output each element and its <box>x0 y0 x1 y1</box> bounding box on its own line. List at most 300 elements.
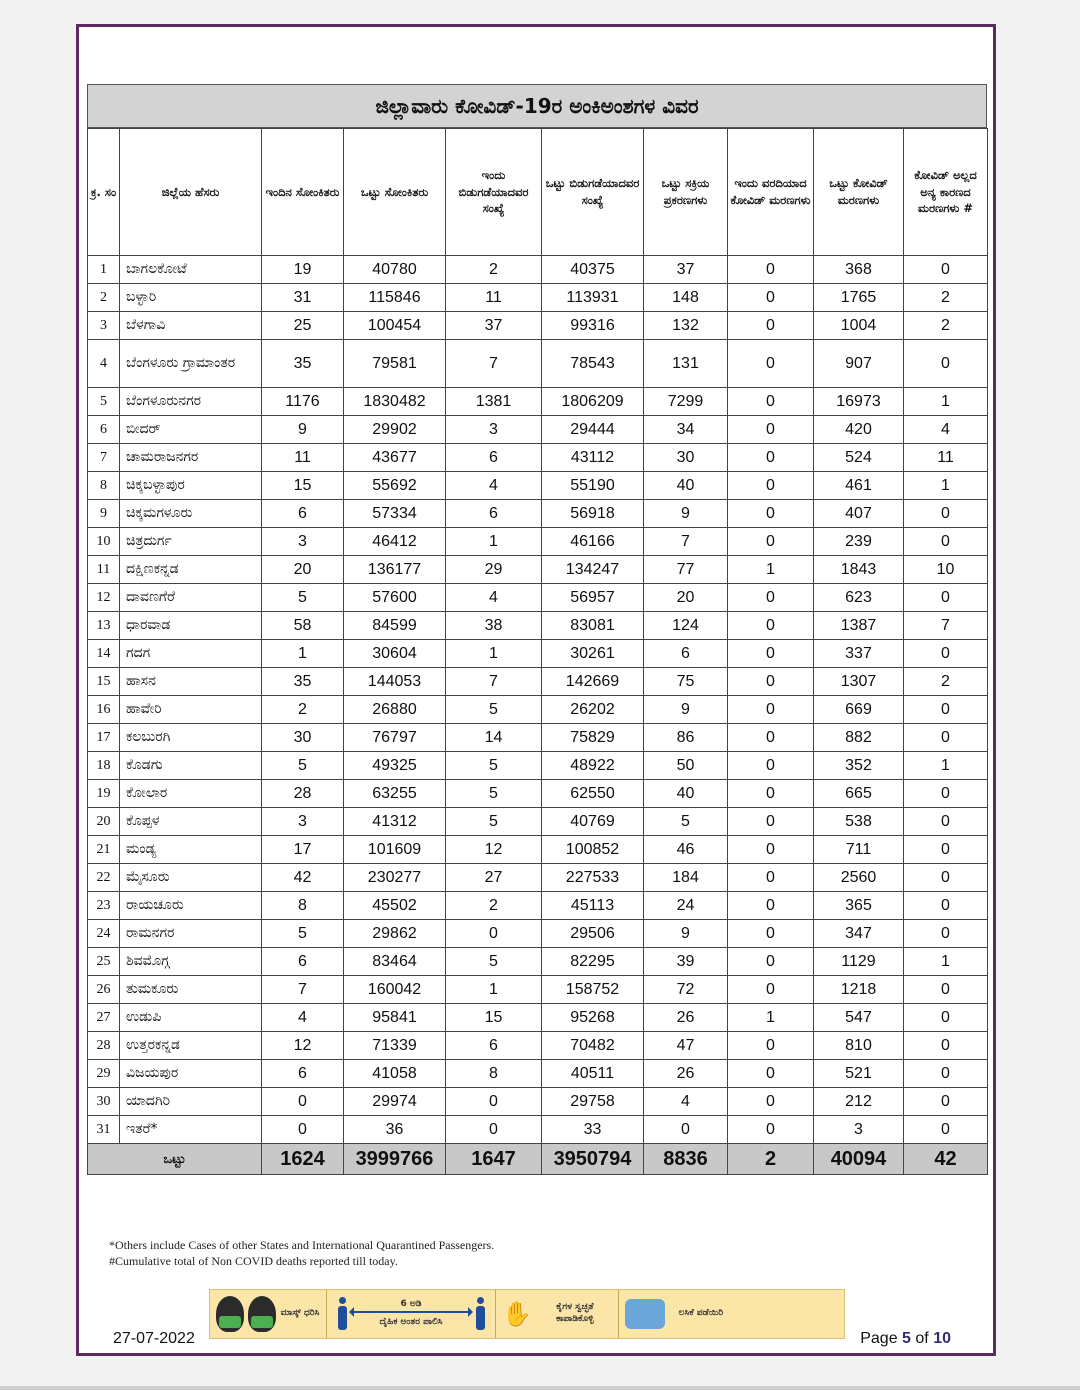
header-active: ಒಟ್ಟು ಸಕ್ರಿಯ ಪ್ರಕರಣಗಳು <box>644 129 728 256</box>
row-total-deaths: 407 <box>814 500 904 528</box>
row-today-deaths: 0 <box>728 1060 814 1088</box>
row-active: 4 <box>644 1088 728 1116</box>
row-total-deaths: 239 <box>814 528 904 556</box>
row-district: ಬಳ್ಳಾರಿ <box>120 284 262 312</box>
row-today-positive: 2 <box>262 696 344 724</box>
row-active: 7 <box>644 528 728 556</box>
row-total-deaths: 538 <box>814 808 904 836</box>
table-row <box>88 864 988 892</box>
row-today-discharged: 7 <box>446 340 542 388</box>
total-today-deaths: 2 <box>728 1144 814 1175</box>
row-total-discharged: 46166 <box>542 528 644 556</box>
row-today-deaths: 0 <box>728 920 814 948</box>
row-total-positive: 230277 <box>344 864 446 892</box>
row-non-covid-deaths: 2 <box>904 312 988 340</box>
row-today-positive: 8 <box>262 892 344 920</box>
page-prefix: Page <box>860 1330 898 1347</box>
row-non-covid-deaths: 0 <box>904 920 988 948</box>
table-row <box>88 668 988 696</box>
table-row <box>88 388 988 416</box>
row-today-positive: 30 <box>262 724 344 752</box>
row-active: 20 <box>644 584 728 612</box>
row-today-discharged: 2 <box>446 256 542 284</box>
row-today-positive: 19 <box>262 256 344 284</box>
row-total-deaths: 461 <box>814 472 904 500</box>
row-today-deaths: 0 <box>728 724 814 752</box>
row-non-covid-deaths: 0 <box>904 1032 988 1060</box>
row-today-discharged: 15 <box>446 1004 542 1032</box>
row-active: 26 <box>644 1004 728 1032</box>
row-today-positive: 5 <box>262 920 344 948</box>
row-non-covid-deaths: 0 <box>904 340 988 388</box>
banner-hands-section <box>496 1290 619 1338</box>
row-today-discharged: 2 <box>446 892 542 920</box>
row-today-deaths: 0 <box>728 1116 814 1144</box>
row-sl: 23 <box>88 892 120 920</box>
row-active: 24 <box>644 892 728 920</box>
row-total-discharged: 29758 <box>542 1088 644 1116</box>
row-total-discharged: 45113 <box>542 892 644 920</box>
row-district: ಗದಗ <box>120 640 262 668</box>
row-non-covid-deaths: 0 <box>904 808 988 836</box>
row-district: ಬೆಂಗಳೂರು ಗ್ರಾಮಾಂತರ <box>120 340 262 388</box>
row-today-deaths: 0 <box>728 528 814 556</box>
row-district: ಚಾಮರಾಜನಗರ <box>120 444 262 472</box>
header-non-covid-deaths: ಕೋವಿಡ್ ಅಲ್ಲದ ಅನ್ಯ ಕಾರಣದ ಮರಣಗಳು # <box>904 129 988 256</box>
total-total-discharged: 3950794 <box>542 1144 644 1175</box>
row-today-positive: 6 <box>262 500 344 528</box>
row-today-positive: 3 <box>262 808 344 836</box>
row-today-deaths: 0 <box>728 388 814 416</box>
vaccination-icon <box>625 1299 665 1329</box>
page-of: of <box>915 1330 929 1347</box>
row-active: 86 <box>644 724 728 752</box>
row-total-discharged: 78543 <box>542 340 644 388</box>
banner-distance-section <box>327 1290 496 1338</box>
row-district: ಬೀದರ್ <box>120 416 262 444</box>
masked-face-icon <box>216 1296 244 1332</box>
row-sl: 27 <box>88 1004 120 1032</box>
row-sl: 12 <box>88 584 120 612</box>
row-total-discharged: 134247 <box>542 556 644 584</box>
row-total-deaths: 524 <box>814 444 904 472</box>
row-district: ಉಡುಪಿ <box>120 1004 262 1032</box>
table-row <box>88 836 988 864</box>
row-total-discharged: 82295 <box>542 948 644 976</box>
row-sl: 21 <box>88 836 120 864</box>
person-icon <box>337 1297 347 1331</box>
row-today-deaths: 0 <box>728 416 814 444</box>
row-total-positive: 101609 <box>344 836 446 864</box>
row-non-covid-deaths: 0 <box>904 1004 988 1032</box>
row-total-discharged: 83081 <box>542 612 644 640</box>
footnotes <box>109 1237 494 1269</box>
row-active: 37 <box>644 256 728 284</box>
row-today-positive: 6 <box>262 1060 344 1088</box>
row-total-discharged: 95268 <box>542 1004 644 1032</box>
row-today-positive: 9 <box>262 416 344 444</box>
row-sl: 11 <box>88 556 120 584</box>
row-total-positive: 41058 <box>344 1060 446 1088</box>
row-total-positive: 115846 <box>344 284 446 312</box>
row-today-deaths: 0 <box>728 1032 814 1060</box>
row-active: 7299 <box>644 388 728 416</box>
row-today-deaths: 0 <box>728 808 814 836</box>
row-today-positive: 0 <box>262 1088 344 1116</box>
table-row <box>88 808 988 836</box>
row-today-positive: 11 <box>262 444 344 472</box>
row-district: ಕೊಪ್ಪಳ <box>120 808 262 836</box>
row-total-discharged: 1806209 <box>542 388 644 416</box>
row-total-deaths: 1307 <box>814 668 904 696</box>
table-row <box>88 976 988 1004</box>
row-non-covid-deaths: 0 <box>904 528 988 556</box>
row-active: 184 <box>644 864 728 892</box>
row-total-discharged: 142669 <box>542 668 644 696</box>
row-total-deaths: 1387 <box>814 612 904 640</box>
header-total-deaths: ಒಟ್ಟು ಕೋವಿಡ್ ಮರಣಗಳು <box>814 129 904 256</box>
row-today-positive: 1176 <box>262 388 344 416</box>
row-sl: 22 <box>88 864 120 892</box>
row-total-positive: 144053 <box>344 668 446 696</box>
row-sl: 2 <box>88 284 120 312</box>
row-non-covid-deaths: 11 <box>904 444 988 472</box>
row-district: ದಕ್ಷಿಣಕನ್ನಡ <box>120 556 262 584</box>
row-total-discharged: 75829 <box>542 724 644 752</box>
row-district: ಶಿವಮೊಗ್ಗ <box>120 948 262 976</box>
row-active: 9 <box>644 920 728 948</box>
row-total-deaths: 665 <box>814 780 904 808</box>
row-sl: 25 <box>88 948 120 976</box>
table-row <box>88 920 988 948</box>
row-sl: 5 <box>88 388 120 416</box>
row-total-deaths: 547 <box>814 1004 904 1032</box>
row-total-deaths: 365 <box>814 892 904 920</box>
row-total-deaths: 1004 <box>814 312 904 340</box>
row-today-deaths: 0 <box>728 948 814 976</box>
row-total-deaths: 337 <box>814 640 904 668</box>
row-today-deaths: 0 <box>728 752 814 780</box>
row-today-discharged: 5 <box>446 948 542 976</box>
row-non-covid-deaths: 0 <box>904 1116 988 1144</box>
page-number <box>860 1330 951 1348</box>
row-total-positive: 83464 <box>344 948 446 976</box>
page-total: 10 <box>933 1330 951 1347</box>
row-active: 39 <box>644 948 728 976</box>
row-today-deaths: 0 <box>728 780 814 808</box>
row-today-positive: 3 <box>262 528 344 556</box>
row-active: 34 <box>644 416 728 444</box>
row-active: 6 <box>644 640 728 668</box>
row-active: 26 <box>644 1060 728 1088</box>
table-row <box>88 724 988 752</box>
table-row <box>88 416 988 444</box>
row-sl: 17 <box>88 724 120 752</box>
row-today-deaths: 0 <box>728 640 814 668</box>
distance-indicator <box>351 1299 471 1328</box>
row-today-deaths: 0 <box>728 500 814 528</box>
total-total-positive: 3999766 <box>344 1144 446 1175</box>
row-total-positive: 26880 <box>344 696 446 724</box>
double-arrow-icon <box>351 1311 471 1313</box>
row-district: ಬೆಂಗಳೂರುನಗರ <box>120 388 262 416</box>
row-total-deaths: 347 <box>814 920 904 948</box>
row-district: ಮೈಸೂರು <box>120 864 262 892</box>
row-today-deaths: 0 <box>728 256 814 284</box>
row-non-covid-deaths: 0 <box>904 976 988 1004</box>
row-district: ಕಲಬುರಗಿ <box>120 724 262 752</box>
table-row <box>88 500 988 528</box>
row-total-positive: 76797 <box>344 724 446 752</box>
row-total-positive: 49325 <box>344 752 446 780</box>
row-sl: 30 <box>88 1088 120 1116</box>
row-today-positive: 20 <box>262 556 344 584</box>
row-today-positive: 35 <box>262 668 344 696</box>
row-district: ವಿಜಯಪುರ <box>120 1060 262 1088</box>
row-district: ಉತ್ತರಕನ್ನಡ <box>120 1032 262 1060</box>
row-today-discharged: 1 <box>446 528 542 556</box>
row-district: ಇತರೆ* <box>120 1116 262 1144</box>
row-today-discharged: 6 <box>446 1032 542 1060</box>
table-row <box>88 1060 988 1088</box>
row-today-deaths: 0 <box>728 284 814 312</box>
row-total-deaths: 623 <box>814 584 904 612</box>
row-today-discharged: 38 <box>446 612 542 640</box>
row-total-deaths: 352 <box>814 752 904 780</box>
row-today-deaths: 0 <box>728 612 814 640</box>
row-sl: 19 <box>88 780 120 808</box>
header-today-positive: ಇಂದಿನ ಸೋಂಕಿತರು <box>262 129 344 256</box>
banner-mask-section <box>210 1290 327 1338</box>
table-header-row <box>88 129 988 256</box>
table-row <box>88 752 988 780</box>
row-total-positive: 41312 <box>344 808 446 836</box>
row-today-discharged: 29 <box>446 556 542 584</box>
row-active: 75 <box>644 668 728 696</box>
row-today-deaths: 0 <box>728 340 814 388</box>
banner-hands-text: ಕೈಗಳ ಸ್ವಚ್ಛತೆ ಕಾಪಾಡಿಕೊಳ್ಳಿ <box>556 1302 594 1324</box>
row-sl: 15 <box>88 668 120 696</box>
row-district: ಧಾರವಾಡ <box>120 612 262 640</box>
row-total-positive: 95841 <box>344 1004 446 1032</box>
row-total-deaths: 3 <box>814 1116 904 1144</box>
row-total-deaths: 882 <box>814 724 904 752</box>
row-total-discharged: 56918 <box>542 500 644 528</box>
row-today-discharged: 11 <box>446 284 542 312</box>
row-today-positive: 31 <box>262 284 344 312</box>
row-sl: 3 <box>88 312 120 340</box>
row-today-deaths: 0 <box>728 444 814 472</box>
row-non-covid-deaths: 0 <box>904 724 988 752</box>
row-total-discharged: 29444 <box>542 416 644 444</box>
row-sl: 18 <box>88 752 120 780</box>
row-total-discharged: 43112 <box>542 444 644 472</box>
row-sl: 26 <box>88 976 120 1004</box>
row-today-positive: 35 <box>262 340 344 388</box>
row-total-positive: 43677 <box>344 444 446 472</box>
row-total-discharged: 40511 <box>542 1060 644 1088</box>
row-today-discharged: 7 <box>446 668 542 696</box>
row-today-discharged: 4 <box>446 584 542 612</box>
table-row <box>88 892 988 920</box>
row-total-deaths: 420 <box>814 416 904 444</box>
row-today-positive: 12 <box>262 1032 344 1060</box>
row-today-deaths: 0 <box>728 696 814 724</box>
row-today-deaths: 0 <box>728 312 814 340</box>
row-district: ದಾವಣಗೆರೆ <box>120 584 262 612</box>
row-active: 40 <box>644 472 728 500</box>
table-row <box>88 1004 988 1032</box>
row-district: ರಾಮನಗರ <box>120 920 262 948</box>
row-today-discharged: 37 <box>446 312 542 340</box>
row-total-discharged: 55190 <box>542 472 644 500</box>
row-today-discharged: 1381 <box>446 388 542 416</box>
row-district: ಮಂಡ್ಯ <box>120 836 262 864</box>
row-total-positive: 71339 <box>344 1032 446 1060</box>
row-total-discharged: 56957 <box>542 584 644 612</box>
row-total-deaths: 521 <box>814 1060 904 1088</box>
row-today-deaths: 0 <box>728 976 814 1004</box>
row-sl: 10 <box>88 528 120 556</box>
row-today-discharged: 4 <box>446 472 542 500</box>
row-total-deaths: 2560 <box>814 864 904 892</box>
row-sl: 9 <box>88 500 120 528</box>
row-today-discharged: 5 <box>446 780 542 808</box>
row-district: ತುಮಕೂರು <box>120 976 262 1004</box>
row-non-covid-deaths: 1 <box>904 948 988 976</box>
total-total-deaths: 40094 <box>814 1144 904 1175</box>
row-active: 46 <box>644 836 728 864</box>
row-total-deaths: 711 <box>814 836 904 864</box>
row-sl: 24 <box>88 920 120 948</box>
row-non-covid-deaths: 2 <box>904 284 988 312</box>
row-total-deaths: 907 <box>814 340 904 388</box>
row-total-deaths: 1218 <box>814 976 904 1004</box>
row-active: 124 <box>644 612 728 640</box>
row-today-deaths: 0 <box>728 472 814 500</box>
row-total-positive: 36 <box>344 1116 446 1144</box>
table-row <box>88 584 988 612</box>
row-today-deaths: 0 <box>728 584 814 612</box>
row-total-discharged: 30261 <box>542 640 644 668</box>
table-row <box>88 556 988 584</box>
row-today-discharged: 5 <box>446 752 542 780</box>
hand-wash-icon: ✋ <box>502 1300 532 1328</box>
row-today-deaths: 0 <box>728 1088 814 1116</box>
row-today-positive: 5 <box>262 752 344 780</box>
row-active: 0 <box>644 1116 728 1144</box>
row-today-discharged: 0 <box>446 1116 542 1144</box>
row-today-positive: 7 <box>262 976 344 1004</box>
header-today-discharged: ಇಂದು ಬಿಡುಗಡೆಯಾದವರ ಸಂಖ್ಯೆ <box>446 129 542 256</box>
row-total-discharged: 48922 <box>542 752 644 780</box>
row-today-deaths: 1 <box>728 556 814 584</box>
row-today-positive: 1 <box>262 640 344 668</box>
row-total-positive: 84599 <box>344 612 446 640</box>
table-row <box>88 1032 988 1060</box>
row-today-positive: 0 <box>262 1116 344 1144</box>
row-non-covid-deaths: 1 <box>904 388 988 416</box>
footnote-others: *Others include Cases of other States and International Quarantined Passengers. <box>109 1238 495 1252</box>
banner-mask-text: ಮಾಸ್ಕ್ ಧರಿಸಿ <box>280 1308 320 1319</box>
row-active: 72 <box>644 976 728 1004</box>
row-sl: 7 <box>88 444 120 472</box>
footnote-non-covid: #Cumulative total of Non COVID deaths reported till today. <box>109 1254 398 1269</box>
banner-distance-bottom: ದೈಹಿಕ ಅಂತರ ಪಾಲಿಸಿ <box>379 1317 443 1327</box>
row-total-positive: 29862 <box>344 920 446 948</box>
row-sl: 6 <box>88 416 120 444</box>
row-sl: 28 <box>88 1032 120 1060</box>
table-row <box>88 528 988 556</box>
row-today-discharged: 5 <box>446 696 542 724</box>
row-today-discharged: 14 <box>446 724 542 752</box>
row-sl: 14 <box>88 640 120 668</box>
row-today-positive: 58 <box>262 612 344 640</box>
row-active: 77 <box>644 556 728 584</box>
row-total-positive: 100454 <box>344 312 446 340</box>
row-today-positive: 17 <box>262 836 344 864</box>
row-today-positive: 5 <box>262 584 344 612</box>
row-non-covid-deaths: 1 <box>904 472 988 500</box>
header-total-discharged: ಒಟ್ಟು ಬಿಡುಗಡೆಯಾದವರ ಸಂಖ್ಯೆ <box>542 129 644 256</box>
row-total-deaths: 810 <box>814 1032 904 1060</box>
row-active: 132 <box>644 312 728 340</box>
row-today-discharged: 27 <box>446 864 542 892</box>
row-total-positive: 40780 <box>344 256 446 284</box>
table-row <box>88 256 988 284</box>
table-row <box>88 1088 988 1116</box>
row-total-deaths: 212 <box>814 1088 904 1116</box>
row-total-positive: 55692 <box>344 472 446 500</box>
row-active: 9 <box>644 696 728 724</box>
banner-distance-top: 6 ಅಡಿ <box>400 1299 422 1310</box>
row-total-deaths: 16973 <box>814 388 904 416</box>
row-today-discharged: 3 <box>446 416 542 444</box>
row-today-discharged: 6 <box>446 444 542 472</box>
row-total-discharged: 33 <box>542 1116 644 1144</box>
row-total-discharged: 62550 <box>542 780 644 808</box>
row-today-discharged: 0 <box>446 1088 542 1116</box>
row-non-covid-deaths: 4 <box>904 416 988 444</box>
table-row <box>88 948 988 976</box>
row-total-positive: 57334 <box>344 500 446 528</box>
row-total-discharged: 113931 <box>542 284 644 312</box>
row-district: ಬಾಗಲಕೋಟೆ <box>120 256 262 284</box>
table-row <box>88 1116 988 1144</box>
row-today-discharged: 0 <box>446 920 542 948</box>
row-today-positive: 42 <box>262 864 344 892</box>
row-sl: 16 <box>88 696 120 724</box>
row-total-deaths: 1843 <box>814 556 904 584</box>
row-sl: 13 <box>88 612 120 640</box>
row-total-positive: 1830482 <box>344 388 446 416</box>
row-total-discharged: 70482 <box>542 1032 644 1060</box>
row-today-discharged: 1 <box>446 640 542 668</box>
row-sl: 29 <box>88 1060 120 1088</box>
row-today-deaths: 0 <box>728 864 814 892</box>
row-sl: 8 <box>88 472 120 500</box>
banner-vaccine-section <box>619 1290 737 1338</box>
row-active: 9 <box>644 500 728 528</box>
row-total-deaths: 368 <box>814 256 904 284</box>
row-total-positive: 29974 <box>344 1088 446 1116</box>
row-today-positive: 28 <box>262 780 344 808</box>
row-active: 30 <box>644 444 728 472</box>
row-total-discharged: 40375 <box>542 256 644 284</box>
table-row <box>88 284 988 312</box>
row-non-covid-deaths: 10 <box>904 556 988 584</box>
header-total-positive: ಒಟ್ಟು ಸೋಂಕಿತರು <box>344 129 446 256</box>
